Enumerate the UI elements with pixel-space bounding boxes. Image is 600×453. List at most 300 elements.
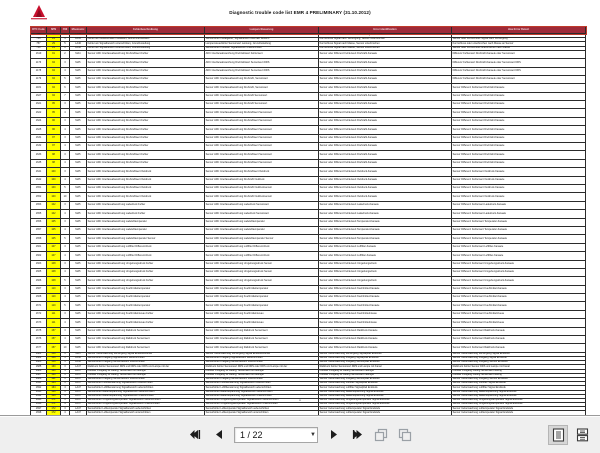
cell-spn: 29 (47, 38, 61, 42)
cell-mnemonic: MA5 (70, 201, 87, 209)
cell-mnemonic: MA5 (70, 159, 87, 167)
table-row[interactable] (31, 126, 586, 134)
cell-spn: 98 (47, 151, 61, 159)
cell-fmi: 5 (61, 302, 70, 310)
cell-mnemonic: MA5 (70, 252, 87, 260)
cell-how-error-detect: Sensor Ueberwachung Umgebungstemperatur Signal Endstufe (452, 403, 586, 407)
cell-error-identification: Sensor oder Differenz Fehlerwert Temperatur-Kanaele (319, 218, 452, 226)
cell-error-identification: Sensor oder Differenz Fehlerwert Kuehlmittelniveau (319, 319, 452, 327)
table-row[interactable] (31, 285, 586, 293)
cell-lamp: Sensor ADC Interfaceabweichung Drehzahl Sensorwert (205, 92, 319, 100)
cell-error-identification: Sensor Ueberwachung Freigang Sensorpfad Endstufe (319, 361, 452, 365)
cell-fmi: 3 (61, 117, 70, 125)
column-header-description[interactable]: Fehlerbeschreibung (87, 27, 205, 34)
cell-dtc-code: 758 (31, 46, 47, 50)
cell-dtc-code: 1657 (31, 226, 47, 234)
cell-description: Sensor ADC Interfaceabweichung Ladelufttemperatur (87, 218, 205, 226)
cell-how-error-detect: Luftfilter Freigang niedrig Sensorwert niedrig (452, 369, 586, 373)
cell-error-identification: Kurzschluss Signal nach Masse, Sensor unterbrochen (319, 42, 452, 46)
cell-dtc-code: 1673 (31, 319, 47, 327)
cell-how-error-detect: Sensor Differenz Fehlerwert Drehzahl-Kanaele (452, 159, 586, 167)
cell-lamp: Sensorfehler Pedalgeber, Signalbereich oberhalb Bereich (205, 38, 319, 42)
cell-how-error-detect: Sensor Differenz Fehlerwert Drehzahl-Kanaele (452, 126, 586, 134)
cell-error-identification: Kurzschluss nach Masse oder Unterbrechung an Sensor (319, 34, 452, 38)
cell-lamp: Sensor ADC Interfaceabweichung Drehzahl Oeldruck (205, 176, 319, 184)
table-row[interactable] (31, 294, 586, 302)
cell-description: Sensor ADC Interfaceabweichung Ladedruck Fehler (87, 201, 205, 209)
cell-dtc-code: 1624 (31, 117, 47, 125)
cell-description: Sensor ADC Interfaceabweichung Kuehlmitteltemperatur (87, 294, 205, 302)
cell-spn: 110 (47, 285, 61, 293)
column-header-spn[interactable]: SPN (47, 27, 61, 34)
cell-how-error-detect: Sensor Differenz Fehlerwert Drehzahl-Kanaele (452, 143, 586, 151)
table-row[interactable] (31, 260, 586, 268)
table-row[interactable] (31, 168, 586, 176)
cell-error-identification: Sensor oder Differenz Fehlerwert Drehzahl-Kanaele (319, 117, 452, 125)
cell-lamp: Sensor ADC Interfaceabweichung Raildruck Sensorwert (205, 344, 319, 352)
cell-error-identification: Sensor Ueberwachung Luftfilter Signalpfad Endstufe (319, 386, 452, 390)
cell-description: Sensorfehler Freigang Sensorbereich unterschritten (87, 377, 205, 381)
cell-dtc-code: 1666 (31, 277, 47, 285)
cell-dtc-code: 1181 (31, 84, 47, 92)
table-row[interactable] (31, 327, 586, 335)
cell-error-identification: Sensor oder Differenz Fehlerwert Drehzahl-Kanaele (319, 92, 452, 100)
table-row[interactable] (31, 84, 586, 92)
cell-fmi: 3 (61, 243, 70, 251)
cell-dtc-code: 1619 (31, 50, 47, 58)
cell-description: Sensor ADC Interfaceabweichung Drehzahlwert Oeldruck (87, 185, 205, 193)
cell-spn: 168 (47, 390, 61, 394)
cell-mnemonic: LA47 (70, 398, 87, 402)
cell-spn: 158 (47, 357, 61, 361)
cell-error-identification: Sensor oder Differenz Fehlerwert Oeldruck-Kanaele (319, 176, 452, 184)
cell-fmi: 4 (61, 294, 70, 302)
cell-description: Sensor ADC Interfaceabweichung Raildruck Sensorwert (87, 336, 205, 344)
cell-fmi: 4 (61, 252, 70, 260)
next-page-button[interactable] (324, 426, 342, 444)
cell-mnemonic: LA47 (70, 411, 87, 415)
table-row[interactable] (31, 176, 586, 184)
cell-fmi: 4 (61, 67, 70, 75)
cell-fmi: 3 (61, 327, 70, 335)
cell-mnemonic: MA5 (70, 319, 87, 327)
cell-lamp: Sensor ADC Interfaceabweichung Drehzahlwert Sensorwert (205, 109, 319, 117)
cell-spn: 98 (47, 159, 61, 167)
cell-mnemonic: MA5 (70, 151, 87, 159)
cell-fmi: 3 (61, 168, 70, 176)
cell-description: Sensor ADC Interfaceabweichung Kuehlmittelniveau Fehler (87, 310, 205, 318)
cell-how-error-detect: Luftfilter Freigang niedrig Sensorwert niedrig (452, 373, 586, 377)
cell-lamp: Sensor ADC Interfaceabweichung Umgebungsdruck Sensor (205, 260, 319, 268)
cell-mnemonic: MA5 (70, 193, 87, 201)
cell-fmi: 4 (61, 109, 70, 117)
cell-description: Sensor ADC Interfaceabweichung Drehzahlwert Fehler (87, 143, 205, 151)
cell-fmi: 3 (61, 352, 70, 356)
document-header (0, 0, 600, 26)
page-title: Diagnostic trouble code list EMR 4 PRELIMINARY (31.10.2012) (229, 10, 371, 15)
table-row[interactable] (31, 344, 586, 352)
cell-error-identification: Sensor oder Differenz Fehlerwert Raildruck-Kanaele (319, 336, 452, 344)
cell-fmi: 4 (61, 126, 70, 134)
cell-error-identification: Sensor Ueberwachung Luftfilter Signalpfad Endstufe (319, 382, 452, 386)
cell-fmi: 3 (61, 390, 70, 394)
cell-dtc-code: 1635 (31, 159, 47, 167)
cell-spn: 97 (47, 134, 61, 142)
table-row[interactable] (31, 109, 586, 117)
cell-description: Sensor ADC Interfaceabweichung Drehzahlwert Fehler (87, 75, 205, 83)
table-row[interactable] (31, 210, 586, 218)
cell-spn: 102 (47, 201, 61, 209)
cell-spn: 108 (47, 260, 61, 268)
cell-dtc-code: 1622 (31, 109, 47, 117)
cell-how-error-detect: Sensor Differenz Fehlerwert Drehzahl-Kanaele (452, 101, 586, 109)
cell-error-identification: Sensor oder Differenz Fehlerwert Drehzahl-Kanaele (319, 126, 452, 134)
cell-spn: 107 (47, 252, 61, 260)
cell-how-error-detect: Sensor Ueberwachung Batteriespannung Signal Endstufe (452, 394, 586, 398)
cell-description: Sensor ADC Interfaceabweichung Drehzahlwert Fehler (87, 151, 205, 159)
cell-lamp: Sensor ADC Interfaceabweichung Ladedruck Sensorwert (205, 201, 319, 209)
column-header-dtc-code[interactable]: DTC Code (31, 27, 47, 34)
previous-page-button[interactable] (210, 426, 228, 444)
cell-dtc-code: 1672 (31, 310, 47, 318)
cell-spn: 100 (47, 168, 61, 176)
single-page-view-button[interactable] (548, 425, 568, 445)
table-row[interactable] (31, 92, 586, 100)
table-row[interactable] (31, 67, 586, 75)
cell-mnemonic: LA46 (70, 46, 87, 50)
cell-description: Sensor ADC Interfaceabweichung Kuehlmittelniveau Fehler (87, 319, 205, 327)
cell-how-error-detect: Sensor Differenz Fehlerwert Temperatur-Kanaele (452, 226, 586, 234)
cell-spn: 95 (47, 101, 61, 109)
cell-dtc-code: 1656 (31, 218, 47, 226)
cell-lamp: Sensor ADC Interfaceabweichung Drehzahl Oeldrucksensor (205, 185, 319, 193)
cell-how-error-detect: Sensor Differenz Fehlerwert Raildruck-Kanaele (452, 336, 586, 344)
cell-error-identification: Sensor Ueberwachung Umgebungstemperatur Signal Endstufe (319, 403, 452, 407)
cell-error-identification: Sensor Ueberwachung Lufttemperatur Signal Endstufe (319, 411, 452, 415)
table-row[interactable] (31, 235, 586, 243)
toolbar-layout-group (548, 416, 592, 453)
cell-how-error-detect: Sensor Differenz Fehlerwert Drehzahl-Kanaele (452, 84, 586, 92)
cell-how-error-detect: Sensor Differenz Fehlerwert Oeldruck-Kanaele (452, 176, 586, 184)
cell-dtc-code: 1667 (31, 285, 47, 293)
column-header-error-identification[interactable]: Error identification (319, 27, 452, 34)
table-row[interactable] (31, 302, 586, 310)
cell-lamp: Sensor ADC Interfaceabweichung Kuehlmitteltemperatur (205, 302, 319, 310)
cell-dtc-code: 1693 (31, 390, 47, 394)
last-page-button[interactable] (348, 426, 366, 444)
cell-description: Sensor ADC Interfaceabweichung Drehzahlwert Fehler (87, 117, 205, 125)
cell-fmi: 3 (61, 398, 70, 402)
cell-dtc-code: 757 (31, 42, 47, 46)
cell-how-error-detect: Sensor Differenz Fehlerwert Oeldruck-Kanaele (452, 193, 586, 201)
cell-error-identification: Sensor oder Differenz Fehlerwert Umgebungsdruck (319, 268, 452, 276)
continuous-page-view-button[interactable] (572, 425, 592, 445)
cell-error-identification: Sensor oder Differenz Fehlerwert Kuehlmittel-Kanaele (319, 285, 452, 293)
cell-how-error-detect: Sensor Differenz Fehlerwert Oeldruck-Kanaele (452, 168, 586, 176)
cell-description: Sensorfehler Batteriespannung Signalbereich unterschritten (87, 394, 205, 398)
cell-error-identification: Sensor oder Differenz Fehlerwert Luftfilter-Kanaele (319, 243, 452, 251)
cell-description: Sensor ADC Interfaceabweichung Luftfilter Differenzdruck (87, 243, 205, 251)
cell-fmi: 4 (61, 176, 70, 184)
cell-error-identification: Sensor oder Differenz Fehlerwert Temperatur-Kanaele (319, 226, 452, 234)
cell-how-error-detect: Sensor Differenz Fehlerwert Luftfilter-Kanaele (452, 252, 586, 260)
cell-dtc-code: 1694 (31, 394, 47, 398)
cell-description: Raildruck Fehler Sensorwert DRS und DRS oder DRS und Lampe mit der (87, 365, 205, 369)
cell-lamp: Sensorfehler Freigang Signalbereich ueberschritten (205, 357, 319, 361)
cell-fmi: 7 (61, 92, 70, 100)
cell-lamp: Sensorfehler Batteriespannung Signalbereich unterschritten (205, 394, 319, 398)
cell-spn: 29 (47, 46, 61, 50)
cell-lamp: Sensorfehler Luftfilterwarnung Signalbereich ueberschritten (205, 386, 319, 390)
cell-lamp: Sensor ADC Interfaceabweichung Drehzahlwert Sensorwert (205, 143, 319, 151)
cell-lamp: Sensor ADC Interfaceabweichung Kuehlmittelniveau (205, 310, 319, 318)
cell-error-identification: Sensor oder Differenz Fehlerwert Kuehlmittelniveau (319, 310, 452, 318)
cell-description: Luftfilter Freigang ist niedrig, Sensorwert ist niedriger (87, 373, 205, 377)
cell-fmi: 3 (61, 34, 70, 38)
cell-lamp: Luftfilter Freigang ist niedrig, Sensorwert ist niedriger (205, 369, 319, 373)
cell-how-error-detect: Sensor Differenz Fehlerwert Umgebungsdruck-Kanaele (452, 277, 586, 285)
table-row[interactable] (31, 243, 586, 251)
cell-lamp: Sensor ADC Interfaceabweichung Drehzahlwert Sensorwert (205, 159, 319, 167)
cell-error-identification: Sensor oder Differenz Fehlerwert Drehzahl-Kanaele (319, 109, 452, 117)
cell-spn: 94 (47, 84, 61, 92)
cell-how-error-detect: Sensor Differenz Fehlerwert Drehzahl-Kanaele (452, 92, 586, 100)
cell-description: Sensorfehler Umgebungstemperatur Signalbereich unterschritten (87, 403, 205, 407)
table-row[interactable] (31, 277, 586, 285)
cell-error-identification: Raildruck Fehler Sensorwert DRS und Lampe mit Kanal (319, 365, 452, 369)
cell-how-error-detect: Sensor Differenz Fehlerwert Drehzahl-Kanaele (452, 134, 586, 142)
cell-dtc-code: 1621 (31, 101, 47, 109)
cell-description: Sensor ADC Interfaceabweichung Drehzahlwert Fehler (87, 126, 205, 134)
cell-fmi: 3 (61, 201, 70, 209)
cell-spn: 157 (47, 336, 61, 344)
cell-spn: 164 (47, 382, 61, 386)
cell-spn: 95 (47, 109, 61, 117)
table-row[interactable] (31, 319, 586, 327)
cell-fmi: 3 (61, 59, 70, 67)
cell-spn: 171 (47, 398, 61, 402)
table-row[interactable] (31, 50, 586, 58)
cell-dtc-code: 1655 (31, 210, 47, 218)
cell-error-identification: Sensor oder Differenz Fehlerwert Drehzahl-Kanaele (319, 134, 452, 142)
first-page-button[interactable] (186, 426, 204, 444)
table-row[interactable] (31, 218, 586, 226)
cell-error-identification: Kurzschluss Signal nach Masse, Sensor unterbrochen (319, 46, 452, 50)
cell-dtc-code: 1683 (31, 361, 47, 365)
cell-lamp: ADC Interfaceabweichung Drehzahlwert Fehlerwert (205, 50, 319, 58)
cell-dtc-code: 1178 (31, 67, 47, 75)
cell-error-identification: Sensor oder Differenz Fehlerwert Drehzahl-Kanaele (319, 75, 452, 83)
cell-dtc-code: 1176 (31, 59, 47, 67)
cell-spn: 105 (47, 235, 61, 243)
cell-how-error-detect: Differenz Fehlerwert Drehzahl-Kanaele oder Sensorwert (452, 75, 586, 83)
cell-dtc-code: 1676 (31, 336, 47, 344)
cell-how-error-detect: Sensor Differenz Fehlerwert Ladedruck-Kanaele (452, 210, 586, 218)
cell-mnemonic: LA47 (70, 407, 87, 411)
zoom-out-button[interactable] (372, 426, 390, 444)
cell-fmi: 3 (61, 101, 70, 109)
table-row[interactable] (31, 193, 586, 201)
cell-mnemonic: LA47 (70, 373, 87, 377)
cell-dtc-code: 1652 (31, 193, 47, 201)
table-row[interactable] (31, 134, 586, 142)
cell-mnemonic: MA5 (70, 327, 87, 335)
cell-lamp: ADC Interfaceabweichung Drehzahlwert Sensorwert DRS (205, 59, 319, 67)
cell-spn: 108 (47, 277, 61, 285)
page-number-combobox[interactable] (234, 427, 318, 443)
table-row[interactable] (31, 201, 586, 209)
viewer-toolbar (0, 415, 600, 453)
cell-lamp: Sensor ADC Interfaceabweichung Luftfilter Differenzdruck (205, 243, 319, 251)
cell-error-identification: Sensor Ueberwachung Batteriespannung Signal Endstufe (319, 390, 452, 394)
cell-mnemonic: MA5 (70, 168, 87, 176)
column-header-mnemonic[interactable]: Mnemonic (70, 27, 87, 34)
cell-error-identification: Sensor Ueberwachung Umgebungstemperatur Signal Endstufe (319, 398, 452, 402)
cell-mnemonic: MA5 (70, 268, 87, 276)
cell-error-identification: Sensor Ueberwachung Versorgung Signalpfad Endstufe (319, 352, 452, 356)
cell-description: Sensor ADC Interfaceabweichung Drehzahlwert Fehler (87, 50, 205, 58)
cell-how-error-detect: Kurzschluss oder unterbrochen nach Masse an Sensor (452, 34, 586, 38)
cell-description: Fehler am Nebelschalter Pedalwert, Aufnehmerstellwert (87, 34, 205, 38)
cell-dtc-code: 1698 (31, 411, 47, 415)
cell-spn: 97 (47, 143, 61, 151)
cell-spn: 171 (47, 403, 61, 407)
cell-description: Sensor ADC Interfaceabweichung Ladelufttemperatur (87, 226, 205, 234)
cell-description: Sensor ADC Interfaceabweichung Ladelufttemperatur Sensor (87, 235, 205, 243)
cell-dtc-code: 755 (31, 34, 47, 38)
table-row[interactable] (31, 101, 586, 109)
cell-spn: 158 (47, 352, 61, 356)
cell-how-error-detect: Sensor Ueberwachung Luftfilter Signal Endstufe (452, 386, 586, 390)
table-row[interactable] (31, 151, 586, 159)
cell-mnemonic: MA5 (70, 210, 87, 218)
cell-dtc-code: 1697 (31, 407, 47, 411)
cell-lamp: Raildruck Fehler Sensorwert DRS und DRS oder DRS und Lampe mit der (205, 365, 319, 369)
cell-spn: 29 (47, 42, 61, 46)
table-row[interactable] (31, 159, 586, 167)
cell-description: Sensor ADC Interfaceabweichung Drehzahlwert Oeldruck (87, 168, 205, 176)
cell-description: Sensor ADC Interfaceabweichung Drehzahlwert Fehler (87, 84, 205, 92)
cell-how-error-detect: Sensor Differenz Fehlerwert Raildruck-Kanaele (452, 344, 586, 352)
cell-fmi: 3 (61, 407, 70, 411)
table-row[interactable] (31, 268, 586, 276)
table-row[interactable] (31, 252, 586, 260)
cell-description: Sensor ADC Interfaceabweichung Drehzahlwert Fehler (87, 101, 205, 109)
cell-spn: 96 (47, 117, 61, 125)
table-row[interactable] (31, 59, 586, 67)
cell-spn: 168 (47, 394, 61, 398)
cell-lamp: Sensor ADC Interfaceabweichung Umgebungsdruck Sensor (205, 277, 319, 285)
cell-mnemonic: MA5 (70, 218, 87, 226)
cell-how-error-detect: Sensor Differenz Fehlerwert Drehzahl-Kanaele (452, 151, 586, 159)
table-row[interactable] (31, 75, 586, 83)
cell-mnemonic: MA5 (70, 101, 87, 109)
cell-fmi: 3 (61, 382, 70, 386)
cell-description: Sensor ADC Interfaceabweichung Drehzahlwert Oeldruck (87, 193, 205, 201)
cell-how-error-detect: Sensor Differenz Fehlerwert Kuehlmittel-Kanaele (452, 302, 586, 310)
cell-mnemonic: MA5 (70, 126, 87, 134)
cell-dtc-code: 1675 (31, 327, 47, 335)
cell-description: Sensorfehler Freigang Sensorbereich unterschritten (87, 361, 205, 365)
cell-description: Sensor ADC Interfaceabweichung Drehzahlwert Fehler (87, 92, 205, 100)
table-row[interactable] (31, 336, 586, 344)
cell-dtc-code: 1661 (31, 243, 47, 251)
cell-dtc-code: 1625 (31, 126, 47, 134)
cell-lamp: Sensorfehler Umgebungstemperatur Signalbereich unterschritten (205, 403, 319, 407)
cell-mnemonic: LA47 (70, 365, 87, 369)
cell-description: Sensorfehler Batteriespannung Signalbereich ueberschritten (87, 390, 205, 394)
cell-error-identification: Sensor Ueberwachung Freigang Sensorpfad Endstufe (319, 377, 452, 381)
chevron-down-icon[interactable]: ▼ (310, 431, 316, 438)
cell-description: Sensor ADC Interfaceabweichung Ladedruck Fehler (87, 210, 205, 218)
cell-description: Sensor ADC Interfaceabweichung Drehzahlwert Fehler (87, 67, 205, 75)
cell-spn: 94 (47, 59, 61, 67)
cell-mnemonic: MA5 (70, 235, 87, 243)
cell-mnemonic: MA5 (70, 294, 87, 302)
cell-fmi: 4 (61, 226, 70, 234)
cell-description: Luftfilter Freigang ist niedrig, Sensorwert ist niedriger (87, 369, 205, 373)
cell-description: Sensorfehler Freigang Signalbereich ueberschritten (87, 357, 205, 361)
cell-fmi: 3 (61, 285, 70, 293)
column-header-fmi[interactable]: FMI (61, 27, 70, 34)
cell-fmi: 4 (61, 38, 70, 42)
cell-dtc-code: 1662 (31, 252, 47, 260)
cell-dtc-code: 1692 (31, 386, 47, 390)
cell-mnemonic: MA5 (70, 277, 87, 285)
table-row[interactable] (31, 117, 586, 125)
cell-spn: 94 (47, 92, 61, 100)
page-number-input[interactable] (238, 427, 310, 443)
cell-fmi: 4 (61, 319, 70, 327)
cell-fmi: 4 (61, 159, 70, 167)
cell-lamp: Sensor ADC Interfaceabweichung Kuehlmitteltemperatur (205, 294, 319, 302)
cell-lamp: Sensor ADC Interfaceabweichung Kuehlmittelniveau (205, 319, 319, 327)
cell-description: Sensorfehler Luftfilterwarnung Signalbereich ueberschritten (87, 386, 205, 390)
cell-dtc-code: 1677 (31, 344, 47, 352)
cell-dtc-code: 1663 (31, 260, 47, 268)
cell-dtc-code: 1665 (31, 268, 47, 276)
cell-lamp: Sensor ADC Interfaceabweichung Drehzahl, Sensorwert (205, 75, 319, 83)
cell-spn: 105 (47, 218, 61, 226)
cell-dtc-code: 1658 (31, 235, 47, 243)
cell-fmi: 5 (61, 185, 70, 193)
cell-lamp: ADC Interfaceabweichung Drehzahlwert Sensorwert DRS (205, 67, 319, 75)
table-row[interactable] (31, 310, 586, 318)
table-row[interactable] (31, 143, 586, 151)
cell-how-error-detect: Raildruck Fehler Sensor DRS und Lampe mit Kanal (452, 365, 586, 369)
cell-lamp: Sensorfehler Lufttemperatur Signalbereich ueberschritten (205, 407, 319, 411)
table-row[interactable] (31, 185, 586, 193)
cell-how-error-detect: Sensor Differenz Fehlerwert Drehzahl-Kanaele (452, 117, 586, 125)
cell-error-identification: Sensor oder Differenz Fehlerwert Umgebungsdruck (319, 277, 452, 285)
cell-error-identification: Sensor oder Differenz Fehlerwert Drehzahl-Kanaele (319, 67, 452, 75)
zoom-in-button[interactable] (396, 426, 414, 444)
cell-dtc-code: 1696 (31, 403, 47, 407)
dtc-table (30, 26, 586, 453)
cell-dtc-code: 756 (31, 38, 47, 42)
cell-mnemonic: MA5 (70, 352, 87, 356)
cell-mnemonic: MA5 (70, 344, 87, 352)
column-header-lamp[interactable]: Lampen-Steuerung (205, 27, 319, 34)
cell-lamp: nicht auswertbarer Fehler am Pedalwert-Aufnehmer (205, 34, 319, 38)
cell-fmi: 4 (61, 143, 70, 151)
column-header-how-error-detect[interactable]: How Error Detect (452, 27, 586, 34)
table-row[interactable] (31, 226, 586, 234)
cell-how-error-detect: Sensor Ueberwachung Lufttemperatur Signal Endstufe (452, 411, 586, 415)
cell-mnemonic: LA47 (70, 386, 87, 390)
cell-description: Sensor ADC Interfaceabweichung Raildruck Sensorwert (87, 327, 205, 335)
cell-mnemonic: MA5 (70, 185, 87, 193)
